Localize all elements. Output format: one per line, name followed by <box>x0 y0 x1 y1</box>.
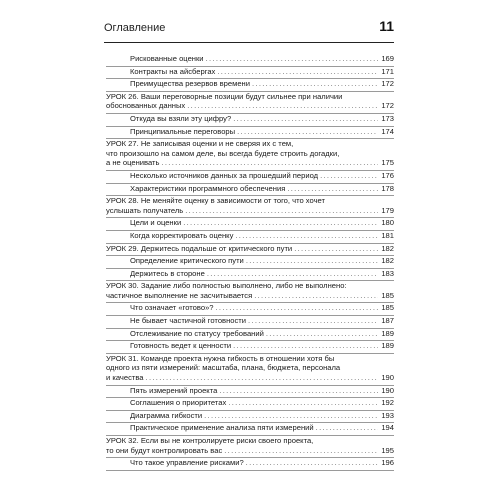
toc-entry-text: а не оценивать <box>106 158 160 168</box>
dot-leader <box>252 79 378 89</box>
toc-entry-text: Определение критического пути <box>130 256 244 266</box>
toc-page-number: 171 <box>381 66 394 76</box>
dot-leader <box>228 398 378 408</box>
toc-entry-text: Контракты на айсбергах <box>130 66 216 76</box>
toc-sub-entry[interactable] <box>106 423 394 436</box>
toc-entry-text: УРОК 31. Команде проекта нужна гибкость в отношении хотя бы <box>106 353 335 363</box>
toc-entry-text: что произошло на самом деле, вы всегда будете строить догадки, <box>106 148 340 158</box>
dot-leader <box>233 341 378 351</box>
toc-entry-text: УРОК 32. Если вы не контролируете риски своего проекта, <box>106 436 314 445</box>
toc-entry-text: Соглашения о приоритетах <box>130 398 227 408</box>
toc-entry-text: Не бывает частичной готовности <box>130 316 247 326</box>
toc-page-number: 190 <box>381 385 394 395</box>
toc-sub-entry[interactable] <box>106 269 394 282</box>
toc-lesson-entry[interactable] <box>106 436 394 458</box>
toc-sub-entry[interactable] <box>106 256 394 269</box>
table-of-contents <box>106 54 394 471</box>
toc-page-number: 172 <box>381 79 394 89</box>
toc-sub-entry[interactable] <box>106 54 394 67</box>
toc-sub-entry[interactable] <box>106 398 394 411</box>
toc-entry-text: УРОК 30. Задание либо полностью выполнено, либо не выполнено: <box>106 281 347 291</box>
dot-leader <box>246 458 378 468</box>
toc-page-number: 178 <box>381 183 394 193</box>
dot-leader <box>183 218 378 228</box>
toc-page-number: 185 <box>381 290 394 300</box>
toc-sub-entry[interactable] <box>106 127 394 140</box>
toc-page-number: 187 <box>381 316 394 326</box>
dot-leader <box>254 291 378 301</box>
dot-leader <box>204 411 378 421</box>
toc-entry-text: и качества <box>106 373 144 383</box>
toc-sub-entry[interactable] <box>106 114 394 127</box>
toc-lesson-entry[interactable] <box>106 354 394 386</box>
running-title: Оглавление <box>104 22 166 34</box>
toc-page-number: 195 <box>381 445 394 455</box>
dot-leader <box>219 386 378 396</box>
dot-leader <box>206 54 378 64</box>
toc-lesson-entry[interactable] <box>106 244 394 257</box>
toc-page-number: 176 <box>381 170 394 180</box>
toc-page-number: 189 <box>381 328 394 338</box>
toc-page-number: 175 <box>381 158 394 168</box>
page-header <box>104 20 394 43</box>
dot-leader <box>207 269 378 279</box>
toc-entry-text: то они будут контролировать вас <box>106 445 223 455</box>
dot-leader <box>294 244 378 254</box>
toc-lesson-entry[interactable] <box>106 92 394 114</box>
toc-page-number: 182 <box>381 243 394 253</box>
toc-entry-text: УРОК 26. Ваши переговорные позиции будут сильнее при наличии <box>106 91 343 101</box>
toc-entry-text: Откуда вы взяли эту цифру? <box>130 113 232 123</box>
toc-page-number: 192 <box>381 398 394 408</box>
toc-page-number: 179 <box>381 205 394 215</box>
toc-entry-text: Держитесь в стороне <box>130 268 205 278</box>
dot-leader <box>233 114 378 124</box>
toc-entry-text: Что означает «готово»? <box>130 303 214 313</box>
toc-page-number: 183 <box>381 268 394 278</box>
dot-leader <box>217 67 378 77</box>
toc-page-number: 174 <box>381 126 394 136</box>
toc-page-number: 181 <box>381 230 394 240</box>
toc-page-number: 180 <box>381 218 394 228</box>
dot-leader <box>320 171 378 181</box>
toc-page-number: 185 <box>381 303 394 313</box>
dot-leader <box>266 329 378 339</box>
toc-sub-entry[interactable] <box>106 316 394 329</box>
toc-page-number: 196 <box>381 458 394 468</box>
toc-sub-entry[interactable] <box>106 386 394 399</box>
toc-entry-text: обоснованных данных <box>106 101 186 111</box>
toc-page-number: 169 <box>381 54 394 63</box>
toc-entry-text: Преимущества резервов времени <box>130 79 250 89</box>
toc-entry-text: Что такое управление рисками? <box>130 458 244 468</box>
toc-entry-text: одного из пяти измерений: масштаба, плана, бюджета, персонала <box>106 363 341 373</box>
toc-entry-text: Когда корректировать оценку <box>130 230 234 240</box>
dot-leader <box>185 206 378 216</box>
toc-sub-entry[interactable] <box>106 231 394 244</box>
toc-page-number: 182 <box>381 256 394 266</box>
toc-page-number: 173 <box>381 113 394 123</box>
toc-page-number: 190 <box>381 373 394 383</box>
dot-leader <box>146 373 378 383</box>
dot-leader <box>287 184 378 194</box>
toc-entry-text: Практическое применение анализа пяти измерений <box>130 423 314 433</box>
toc-entry-text: Цели и оценки <box>130 218 182 228</box>
toc-lesson-entry[interactable] <box>106 139 394 171</box>
dot-leader <box>248 316 378 326</box>
toc-sub-entry[interactable] <box>106 67 394 80</box>
toc-sub-entry[interactable] <box>106 303 394 316</box>
toc-entry-text: Диаграмма гибкости <box>130 410 203 420</box>
dot-leader <box>224 446 378 456</box>
dot-leader <box>237 127 378 137</box>
toc-entry-text: Отслеживание по статусу требований <box>130 328 264 338</box>
dot-leader <box>235 231 378 241</box>
toc-entry-text: УРОК 29. Держитесь подальше от критического пути <box>106 243 293 253</box>
toc-entry-text: Готовность ведет к ценности <box>130 341 232 351</box>
toc-sub-entry[interactable] <box>106 218 394 231</box>
toc-sub-entry[interactable] <box>106 79 394 92</box>
dot-leader <box>187 101 378 111</box>
toc-entry-text: Пять измерений проекта <box>130 385 218 395</box>
toc-sub-entry[interactable] <box>106 171 394 184</box>
toc-page-number: 172 <box>381 101 394 111</box>
toc-entry-text: Несколько источников данных за прошедший период <box>130 170 319 180</box>
toc-lesson-entry[interactable] <box>106 196 394 218</box>
toc-sub-entry[interactable] <box>106 329 394 342</box>
toc-entry-text: УРОК 27. Не записывая оценки и не сверяя их с тем, <box>106 139 294 149</box>
toc-page-number: 189 <box>381 341 394 351</box>
toc-sub-entry[interactable] <box>106 341 394 354</box>
toc-sub-entry[interactable] <box>106 458 394 471</box>
page-number: 11 <box>379 18 394 34</box>
toc-entry-text: частичное выполнение не засчитывается <box>106 290 253 300</box>
toc-entry-text: Характеристики программного обеспечения <box>130 183 286 193</box>
toc-entry-text: услышать получатель <box>106 205 184 215</box>
toc-page-number: 194 <box>381 423 394 433</box>
toc-entry-text: УРОК 28. Не меняйте оценку в зависимости от того, что хочет <box>106 196 325 206</box>
toc-sub-entry[interactable] <box>106 184 394 197</box>
dot-leader <box>246 256 378 266</box>
toc-sub-entry[interactable] <box>106 411 394 424</box>
toc-lesson-entry[interactable] <box>106 281 394 303</box>
toc-page-number: 193 <box>381 410 394 420</box>
dot-leader <box>216 303 378 313</box>
toc-entry-text: Принципиальные переговоры <box>130 126 236 136</box>
dot-leader <box>316 423 378 433</box>
toc-entry-text: Рискованные оценки <box>130 54 204 63</box>
dot-leader <box>161 158 378 168</box>
